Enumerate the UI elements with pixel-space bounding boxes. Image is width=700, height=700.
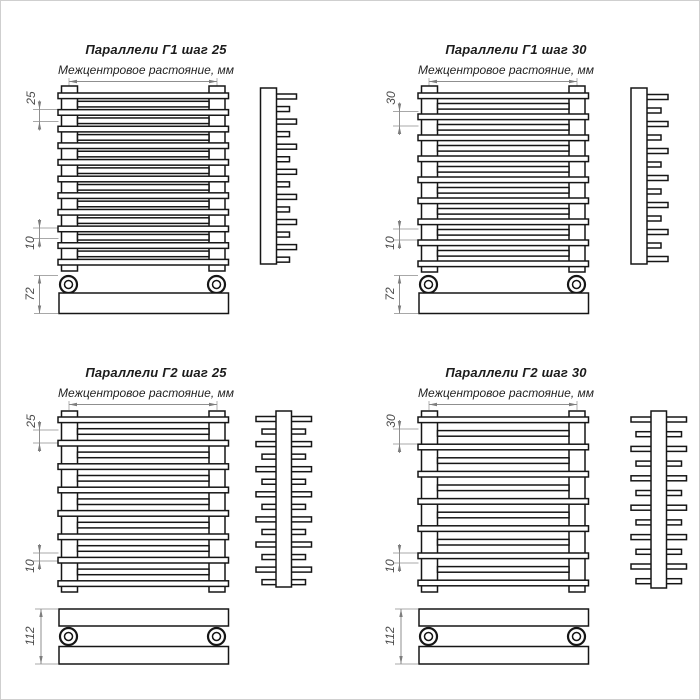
- tube-front-row: [418, 499, 589, 505]
- tube-back-row: [78, 151, 210, 157]
- technical-drawing-g1-step25: [1, 1, 341, 378]
- tube-front-row: [58, 259, 229, 265]
- section-view: [419, 609, 589, 664]
- side-view: [631, 88, 668, 264]
- tube-back-row: [438, 230, 570, 236]
- tube-back-row: [438, 188, 570, 194]
- tube-end-left: [256, 442, 277, 447]
- gap-dimension-label: 10: [23, 236, 37, 250]
- tube-front-row: [58, 160, 229, 166]
- collector-right: [209, 411, 225, 592]
- tube-back-row: [78, 429, 210, 435]
- panel-title: Параллели Г1 шаг 25: [85, 42, 227, 57]
- tube-row-profile-back: [59, 647, 229, 665]
- intercenter-distance-label: Межцентровое растояние, мм: [58, 386, 234, 400]
- tube-end-right: [291, 492, 312, 497]
- dimension-arrow: [398, 306, 401, 314]
- tube-end-left: [631, 417, 652, 422]
- step-dimension-label: 25: [24, 91, 38, 105]
- gap-dimension-label: 10: [383, 559, 397, 573]
- tube-front-row: [418, 219, 589, 225]
- tube-front-row: [58, 487, 229, 493]
- gap-dimension-label: 10: [23, 559, 37, 573]
- tube-end-right: [666, 432, 682, 437]
- tube-end-left: [262, 454, 277, 459]
- depth-dimension-label: 72: [383, 287, 397, 301]
- riser-column: [261, 88, 277, 264]
- tube-back-row: [78, 101, 210, 107]
- tube-end-left: [636, 491, 652, 496]
- tube-front-row: [418, 553, 589, 559]
- tube-end-right: [646, 257, 668, 262]
- tube-back-row: [438, 485, 570, 491]
- tube-end-left: [636, 549, 652, 554]
- tube-end-right: [276, 107, 290, 112]
- depth-dimension-label: 72: [23, 287, 37, 301]
- tube-end-right: [276, 207, 290, 212]
- tube-back-row: [78, 452, 210, 458]
- tube-front-row: [58, 110, 229, 116]
- tube-end-left: [636, 520, 652, 525]
- tube-end-right: [646, 122, 668, 127]
- tube-back-row: [438, 539, 570, 545]
- intercenter-distance-label: Межцентровое растояние, мм: [58, 63, 234, 77]
- dimension-arrow: [398, 221, 401, 229]
- tube-back-row: [438, 125, 570, 131]
- tube-front-row: [418, 156, 589, 162]
- front-view: [58, 411, 229, 592]
- tube-end-right: [666, 579, 682, 584]
- tube-front-row: [58, 209, 229, 215]
- tube-end-right: [291, 467, 312, 472]
- dimension-arrow: [398, 545, 401, 553]
- tube-end-left: [262, 504, 277, 509]
- tube-end-right: [646, 216, 661, 221]
- collector-section-circle-inner: [65, 281, 73, 289]
- tube-end-right: [276, 232, 290, 237]
- gap-dimension-label: 10: [383, 236, 397, 250]
- tube-back-row: [78, 234, 210, 240]
- tube-front-row: [58, 417, 229, 423]
- dimension-arrow: [38, 276, 41, 284]
- tube-end-left: [262, 429, 277, 434]
- dimension-arrow: [38, 102, 41, 110]
- tube-front-row: [58, 226, 229, 232]
- tube-end-left: [636, 432, 652, 437]
- tube-end-right: [666, 491, 682, 496]
- tube-back-row: [78, 569, 210, 575]
- tube-back-row: [78, 135, 210, 141]
- tube-back-row: [78, 522, 210, 528]
- tube-end-right: [646, 176, 668, 181]
- tube-end-right: [666, 520, 682, 525]
- tube-back-row: [78, 218, 210, 224]
- tube-end-right: [291, 542, 312, 547]
- tube-end-right: [666, 505, 687, 510]
- tube-end-right: [291, 517, 312, 522]
- side-view: [261, 88, 297, 264]
- dimension-arrow: [398, 444, 401, 452]
- tube-end-right: [276, 132, 290, 137]
- dimension-arrow: [38, 561, 41, 569]
- tube-end-right: [276, 257, 290, 262]
- tube-front-row: [418, 135, 589, 141]
- dimension-arrow: [38, 239, 41, 247]
- tube-back-row: [78, 201, 210, 207]
- tube-front-row: [58, 126, 229, 132]
- panel-title: Параллели Г1 шаг 30: [445, 42, 587, 57]
- dimension-arrow: [39, 656, 42, 664]
- dimension-arrow: [38, 122, 41, 130]
- tube-front-row: [58, 464, 229, 470]
- tube-end-right: [666, 461, 682, 466]
- tube-row-profile-front: [59, 609, 229, 626]
- tube-end-left: [631, 476, 652, 481]
- riser-column: [276, 411, 292, 587]
- riser-column: [651, 411, 667, 588]
- tube-end-left: [256, 567, 277, 572]
- tube-end-right: [666, 476, 687, 481]
- tube-end-right: [666, 549, 682, 554]
- tube-end-right: [291, 454, 306, 459]
- tube-back-row: [438, 512, 570, 518]
- tube-end-right: [276, 157, 290, 162]
- tube-front-row: [418, 417, 589, 423]
- tube-end-right: [646, 108, 661, 113]
- technical-drawing-g1-step30: [361, 1, 700, 378]
- tube-back-row: [438, 458, 570, 464]
- step-dimension-label: 25: [24, 414, 38, 428]
- tube-back-row: [78, 251, 210, 257]
- tube-end-right: [666, 564, 687, 569]
- dimension-arrow: [398, 563, 401, 571]
- tube-end-left: [631, 446, 652, 451]
- tube-back-row: [438, 104, 570, 110]
- tube-end-right: [276, 220, 297, 225]
- collector-section-circle-inner: [425, 281, 433, 289]
- tube-front-row: [418, 526, 589, 532]
- tube-front-row: [58, 440, 229, 446]
- tube-end-right: [276, 169, 297, 174]
- dimension-arrow: [569, 80, 577, 83]
- tube-front-row: [418, 444, 589, 450]
- tube-back-row: [438, 167, 570, 173]
- tube-end-right: [291, 580, 306, 585]
- tube-back-row: [78, 546, 210, 552]
- collector-section-circle-inner: [65, 633, 73, 641]
- depth-dimension-label: 112: [23, 626, 37, 646]
- tube-back-row: [438, 209, 570, 215]
- tube-front-row: [58, 243, 229, 249]
- tube-end-left: [256, 467, 277, 472]
- technical-drawing-g2-step30: [361, 324, 700, 700]
- dimension-arrow: [38, 545, 41, 553]
- tube-end-right: [276, 182, 290, 187]
- tube-front-row: [418, 93, 589, 99]
- dimension-arrow: [429, 403, 437, 406]
- dimension-arrow: [69, 80, 77, 83]
- panel-parallels-g1-step25: [1, 1, 341, 378]
- intercenter-distance-label: Межцентровое растояние, мм: [418, 386, 594, 400]
- dimension-arrow: [429, 80, 437, 83]
- section-view: [419, 276, 589, 314]
- tube-end-right: [276, 94, 297, 99]
- intercenter-distance-label: Межцентровое растояние, мм: [418, 63, 594, 77]
- dimension-arrow: [398, 421, 401, 429]
- tube-front-row: [418, 240, 589, 246]
- dimension-arrow: [398, 240, 401, 248]
- dimension-arrow: [209, 80, 217, 83]
- tube-back-row: [78, 185, 210, 191]
- tube-end-right: [646, 203, 668, 208]
- tube-end-left: [636, 579, 652, 584]
- dimension-arrow: [399, 656, 402, 664]
- tube-front-row: [58, 143, 229, 149]
- tube-end-right: [291, 417, 312, 422]
- dimension-arrow: [38, 443, 41, 451]
- tube-end-right: [276, 119, 297, 124]
- tube-end-right: [646, 95, 668, 100]
- tube-end-right: [291, 529, 306, 534]
- collector-section-circle-inner: [213, 281, 221, 289]
- technical-drawing-g2-step25: [1, 324, 341, 700]
- tube-end-left: [631, 535, 652, 540]
- dimension-arrow: [209, 403, 217, 406]
- tube-end-right: [291, 567, 312, 572]
- dimension-arrow: [398, 276, 401, 284]
- tube-end-right: [276, 194, 297, 199]
- tube-end-right: [646, 189, 661, 194]
- side-view: [256, 411, 312, 587]
- tube-end-right: [646, 135, 661, 140]
- tube-front-row: [418, 177, 589, 183]
- riser-column: [631, 88, 647, 264]
- front-view: [58, 86, 229, 271]
- tube-back-row: [78, 499, 210, 505]
- tube-end-right: [291, 504, 306, 509]
- dimension-arrow: [399, 609, 402, 617]
- dimension-arrow: [69, 403, 77, 406]
- dimension-arrow: [398, 126, 401, 134]
- tube-front-row: [58, 511, 229, 517]
- step-dimension-label: 30: [384, 91, 398, 105]
- panel-parallels-g2-step30: [361, 324, 700, 700]
- step-dimension-label: 30: [384, 414, 398, 428]
- tube-end-right: [291, 555, 306, 560]
- tube-front-row: [58, 176, 229, 182]
- panel-title: Параллели Г2 шаг 25: [85, 365, 227, 380]
- collector-section-circle-inner: [573, 281, 581, 289]
- depth-dimension-label: 112: [383, 626, 397, 646]
- tube-end-right: [291, 442, 312, 447]
- tube-end-left: [262, 479, 277, 484]
- panel-parallels-g2-step25: [1, 324, 341, 700]
- tube-end-left: [636, 461, 652, 466]
- tube-end-left: [631, 564, 652, 569]
- front-view: [418, 411, 589, 592]
- tube-back-row: [78, 118, 210, 124]
- front-view: [418, 86, 589, 272]
- collector-section-circle-inner: [213, 633, 221, 641]
- tube-end-right: [666, 417, 687, 422]
- tube-end-right: [291, 479, 306, 484]
- dimension-arrow: [38, 306, 41, 314]
- tube-front-row: [58, 534, 229, 540]
- tube-back-row: [78, 476, 210, 482]
- tube-front-row: [418, 580, 589, 586]
- tube-end-right: [646, 230, 668, 235]
- tube-end-left: [256, 542, 277, 547]
- section-view: [59, 609, 229, 664]
- tube-front-row: [58, 581, 229, 587]
- tube-back-row: [438, 567, 570, 573]
- tube-end-right: [646, 162, 661, 167]
- tube-end-right: [291, 429, 306, 434]
- dimension-arrow: [398, 104, 401, 112]
- section-view: [59, 276, 229, 314]
- tube-back-row: [438, 251, 570, 257]
- tube-end-left: [262, 555, 277, 560]
- collector-section-circle-inner: [573, 633, 581, 641]
- tube-row-profile: [419, 293, 589, 314]
- dimension-arrow: [569, 403, 577, 406]
- tube-end-right: [666, 535, 687, 540]
- panel-title: Параллели Г2 шаг 30: [445, 365, 587, 380]
- tube-end-right: [666, 446, 687, 451]
- tube-front-row: [418, 261, 589, 267]
- tube-end-right: [646, 149, 668, 154]
- tube-front-row: [418, 114, 589, 120]
- tube-end-left: [631, 505, 652, 510]
- tube-front-row: [418, 198, 589, 204]
- tube-end-left: [256, 417, 277, 422]
- panel-parallels-g1-step30: [361, 1, 700, 378]
- tube-end-left: [256, 517, 277, 522]
- tube-end-left: [256, 492, 277, 497]
- tube-end-right: [276, 245, 297, 250]
- tube-front-row: [58, 193, 229, 199]
- collector-left: [62, 411, 78, 592]
- tube-back-row: [438, 431, 570, 437]
- dimension-arrow: [38, 220, 41, 228]
- tube-back-row: [78, 168, 210, 174]
- side-view: [631, 411, 687, 588]
- tube-row-profile-back: [419, 647, 589, 665]
- tube-end-right: [646, 243, 661, 248]
- tube-back-row: [438, 146, 570, 152]
- tube-end-left: [262, 580, 277, 585]
- dimension-arrow: [39, 609, 42, 617]
- tube-row-profile-front: [419, 609, 589, 626]
- tube-row-profile: [59, 293, 229, 314]
- tube-end-left: [262, 529, 277, 534]
- tube-front-row: [418, 471, 589, 477]
- tube-front-row: [58, 93, 229, 99]
- dimension-arrow: [38, 422, 41, 430]
- tube-end-right: [276, 144, 297, 149]
- tube-front-row: [58, 557, 229, 563]
- collector-section-circle-inner: [425, 633, 433, 641]
